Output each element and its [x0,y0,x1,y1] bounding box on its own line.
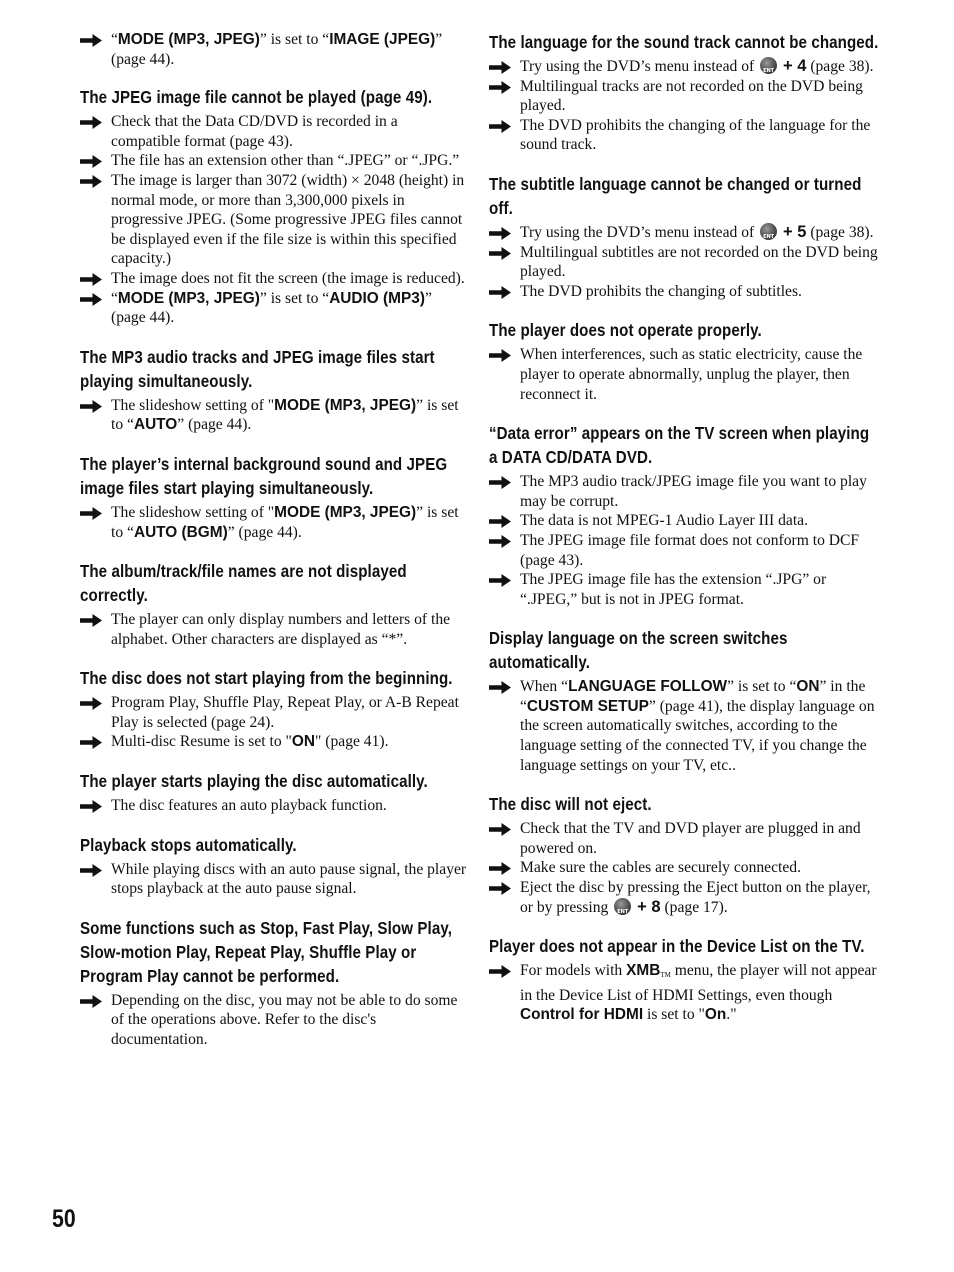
arrow-icon [489,349,511,362]
list-item: For models with XMBTM menu, the player will not appear in the Device List of HDMI Settings, even though Control for HDMI is set to "On." [489,961,881,1025]
list-item: Depending on the disc, you may not be able to do some of the operations above. Refer to the disc's documentation. [80,991,468,1050]
list-item: Check that the TV and DVD player are plugged in and powered on. [489,819,881,858]
section-playback-stops [80,833,468,899]
continued-items [80,30,468,69]
list-item: The DVD prohibits the changing of the language for the sound track. [489,116,881,155]
enter-button-icon: ENT [614,898,631,915]
arrow-icon [489,81,511,94]
section-mp3-jpeg-simultaneous [80,345,468,435]
section-subtitle-language [489,172,881,301]
arrow-icon [80,400,102,413]
arrow-icon [489,574,511,587]
section-heading: Display language on the screen switches automatically. [489,628,788,673]
list-item: Check that the Data CD/DVD is recorded in a compatible format (page 43). [80,112,468,151]
list-item: The MP3 audio track/JPEG image file you want to play may be corrupt. [489,472,881,511]
arrow-icon [80,34,102,47]
section-starts-automatically [80,769,468,816]
arrow-icon [489,965,511,978]
list-item: When “LANGUAGE FOLLOW” is set to “ON” in the “CUSTOM SETUP” (page 41), the display language on the screen automatically switches, according to the language setting of the connected TV, if you change the language settings on your TV, etc.. [489,677,881,775]
section-background-sound [80,452,468,542]
arrow-icon [489,535,511,548]
list-item: The slideshow setting of "MODE (MP3, JPEG)” is set to “AUTO” (page 44). [80,396,468,435]
list-item: Multilingual subtitles are not recorded on the DVD being played. [489,243,881,282]
section-sound-track-language [489,30,881,155]
list-item: Try using the DVD’s menu instead of ENT + 4 (page 38). [489,57,881,77]
section-device-list [489,934,881,1025]
arrow-icon [80,736,102,749]
list-item: Make sure the cables are securely connected. [489,858,881,878]
arrow-icon [80,273,102,286]
list-item: While playing discs with an auto pause signal, the player stops playback at the auto pause signal. [80,860,468,899]
arrow-icon [80,800,102,813]
list-item: The DVD prohibits the changing of subtitles. [489,282,881,302]
section-heading: The disc will not eject. [489,794,652,815]
list-item: The disc features an auto playback function. [80,796,468,816]
list-item: The JPEG image file has the extension “.JPG” or “.JPEG,” but is not in JPEG format. [489,570,881,609]
arrow-icon [80,116,102,129]
list-item: “MODE (MP3, JPEG)” is set to “AUDIO (MP3)” (page 44). [80,289,468,328]
section-heading: The JPEG image file cannot be played (page 49). [80,87,433,108]
arrow-icon [489,61,511,74]
arrow-icon [489,823,511,836]
list-item: Try using the DVD’s menu instead of ENT + 5 (page 38). [489,223,881,243]
list-item: Multi-disc Resume is set to "ON" (page 41). [80,732,468,752]
list-item: The slideshow setting of "MODE (MP3, JPEG)” is set to “AUTO (BGM)” (page 44). [80,503,468,542]
arrow-icon [489,681,511,694]
section-heading: Some functions such as Stop, Fast Play, Slow Play, Slow-motion Play, Repeat Play, Shuffle Play or Program Play cannot be performed. [80,917,453,986]
section-disc-will-not-eject [489,792,881,917]
arrow-icon [489,227,511,240]
right-column [489,30,881,1042]
arrow-icon [489,476,511,489]
section-not-start-beginning [80,666,468,752]
section-data-error [489,421,881,609]
list-item: Program Play, Shuffle Play, Repeat Play, or A-B Repeat Play is selected (page 24). [80,693,468,732]
arrow-icon [489,515,511,528]
section-functions-cannot-perform [80,916,468,1050]
section-names-not-displayed [80,559,468,649]
arrow-icon [80,293,102,306]
arrow-icon [489,286,511,299]
arrow-icon [489,862,511,875]
section-jpeg-cannot-play [80,85,468,328]
arrow-icon [80,614,102,627]
section-heading: The disc does not start playing from the beginning. [80,668,453,689]
list-item: When interferences, such as static electricity, cause the player to operate abnormally, unplug the player, then reconnect it. [489,345,881,404]
arrow-icon [80,697,102,710]
arrow-icon [489,120,511,133]
section-heading: The player does not operate properly. [489,320,762,341]
arrow-icon [80,175,102,188]
arrow-icon [489,882,511,895]
list-item: Multilingual tracks are not recorded on the DVD being played. [489,77,881,116]
section-heading: The MP3 audio tracks and JPEG image files start playing simultaneously. [80,346,435,391]
section-heading: The album/track/file names are not displayed correctly. [80,561,407,606]
page-number: 50 [52,1205,76,1233]
section-not-operate-properly [489,318,881,404]
list-item: “MODE (MP3, JPEG)” is set to “IMAGE (JPEG)” (page 44). [80,30,468,69]
list-item: The image is larger than 3072 (width) × 2048 (height) in normal mode, or more than 3,300,000 pixels in progressive JPEG. (Some progressive JPEG files cannot be displayed even if the file size is within this specified capacity.) [80,171,468,269]
section-heading: The player starts playing the disc automatically. [80,771,428,792]
section-heading: The player’s internal background sound and JPEG image files start playing simultaneously. [80,453,448,498]
arrow-icon [80,864,102,877]
list-item: The file has an extension other than “.JPEG” or “.JPG.” [80,151,468,171]
section-heading: Player does not appear in the Device List on the TV. [489,936,865,957]
enter-button-icon: ENT [760,57,777,74]
list-item: The JPEG image file format does not conform to DCF (page 43). [489,531,881,570]
arrow-icon [80,507,102,520]
enter-button-icon: ENT [760,223,777,240]
section-display-language [489,626,881,775]
left-column [80,30,468,1067]
list-item: The image does not fit the screen (the image is reduced). [80,269,468,289]
list-item: Eject the disc by pressing the Eject button on the player, or by pressing ENT + 8 (page 17). [489,878,881,917]
arrow-icon [80,155,102,168]
section-heading: The subtitle language cannot be changed or turned off. [489,173,862,218]
list-item: The player can only display numbers and letters of the alphabet. Other characters are displayed as “*”. [80,610,468,649]
arrow-icon [80,995,102,1008]
section-heading: The language for the sound track cannot be changed. [489,32,879,52]
section-heading: “Data error” appears on the TV screen when playing a DATA CD/DATA DVD. [489,423,870,468]
arrow-icon [489,247,511,260]
section-heading: Playback stops automatically. [80,834,297,855]
list-item: The data is not MPEG-1 Audio Layer III data. [489,511,881,531]
